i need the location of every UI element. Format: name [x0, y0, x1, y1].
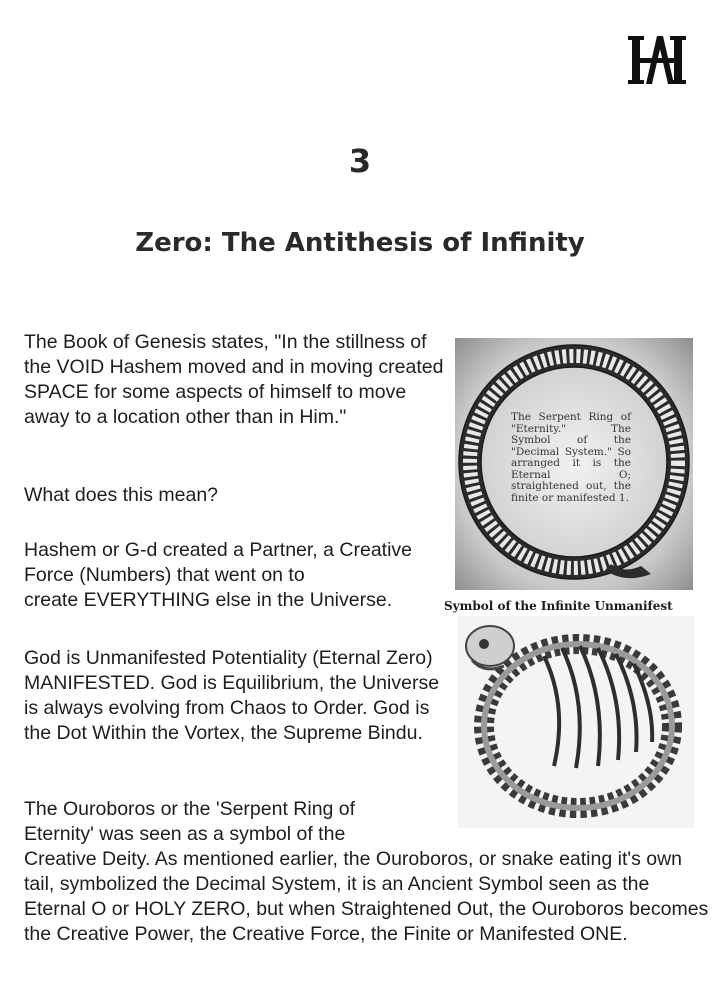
paragraph-question: What does this mean? [24, 484, 219, 506]
paragraph-partner [24, 538, 454, 613]
paragraph-ouroboros-line-c: Creative Deity. As mentioned earlier, the Ouroboros, or snake eating it's own tail, symbolized the Decimal System, it is an Ancient Symbol seen as the Eternal O or HOLY ZERO, but when Straightened Out, the Ouroboros becomes the Creative Power, the Creative Force, the Finite or Manifested ONE. [24, 848, 709, 945]
skeleton-ouroboros-icon [458, 616, 694, 828]
chapter-number: 3 [348, 142, 372, 180]
paragraph-partner-line-a: Hashem or G-d created a Partner, a Creative Force (Numbers) that went on to [24, 539, 413, 586]
chapter-title: Zero: The Antithesis of Infinity [135, 228, 585, 258]
serpent-ring-figure [455, 338, 693, 590]
paragraph-ouroboros-line-a: The Ouroboros or the 'Serpent Ring of [24, 798, 356, 820]
paragraph-genesis: The Book of Genesis states, "In the stillness of the VOID Hashem moved and in moving created SPACE for some aspects of himself to move away to a location other than in Him." [24, 331, 444, 428]
paragraph-ouroboros-line-b: Eternity' was seen as a symbol of the [24, 823, 346, 845]
paragraph-unmanifested: God is Unmanifested Potentiality (Eternal Zero) MANIFESTED. God is Equilibrium, the Universe is always evolving from Chaos to Order. God is the Dot Within the Vortex, the Supreme Bindu. [24, 647, 440, 744]
ring-inscription: The Serpent Ring of "Eternity." The Symbol of the "Decimal System." So arranged it is the Eternal O; straightened out, the finite or manifested 1. [511, 411, 631, 504]
paragraph-partner-line-b: create EVERYTHING else in the Universe. [24, 589, 393, 611]
figure-caption: Symbol of the Infinite Unmanifest [444, 599, 673, 613]
publisher-logo [628, 32, 688, 88]
skeleton-serpent-figure [458, 616, 694, 828]
ha-monogram-icon [628, 32, 688, 88]
